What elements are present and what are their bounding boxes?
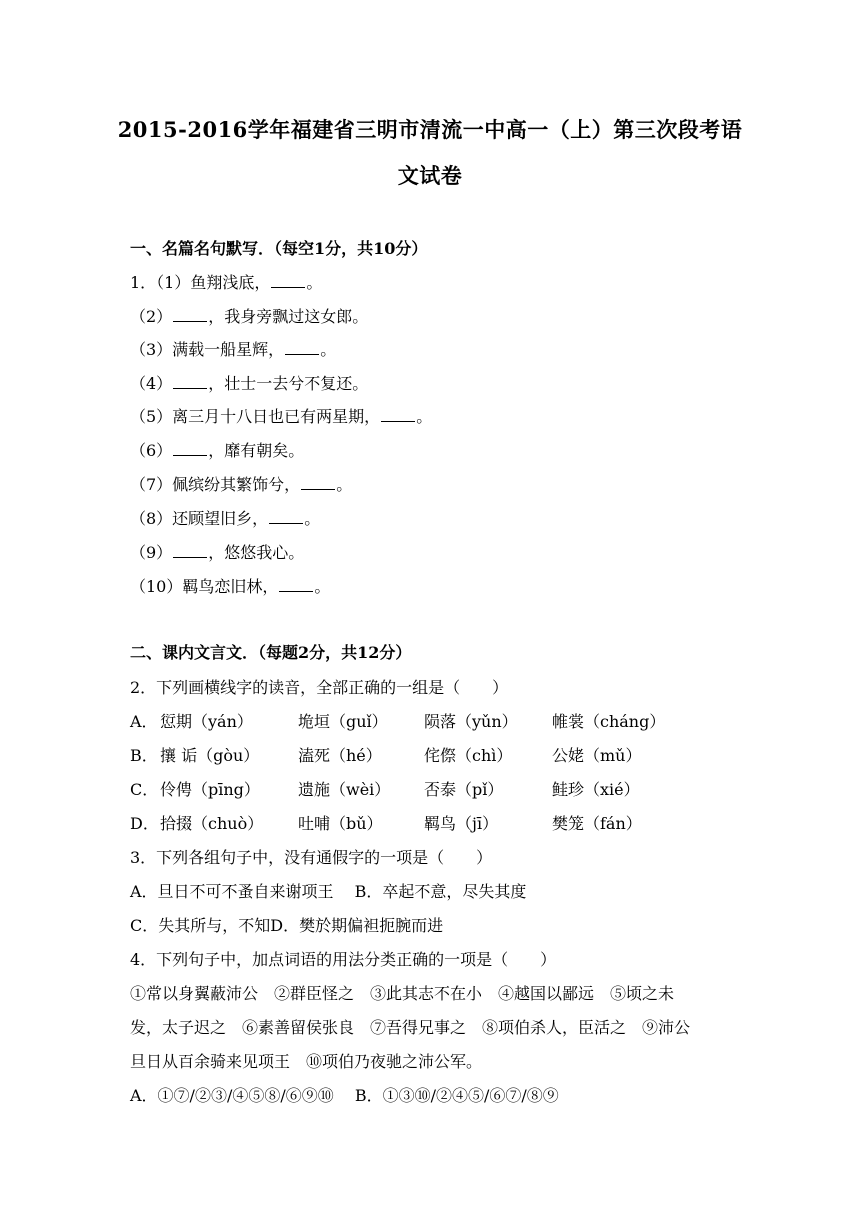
q1-item	[130, 574, 330, 597]
option-letter: D．	[130, 814, 159, 833]
q1-item	[130, 371, 368, 394]
answer-blank	[173, 543, 207, 558]
item-pre: （5）离三月十八日也已有两星期，	[130, 407, 381, 426]
q2-option-c	[130, 777, 640, 800]
q2-stem: 2．下列画横线字的读音，全部正确的一组是（ ）	[130, 678, 509, 697]
item-pre: （10）羁鸟恋旧林，	[130, 577, 279, 596]
q4-stem: 4．下列句子中，加点词语的用法分类正确的一项是（ ）	[130, 950, 557, 969]
item-pre: （2）	[130, 307, 173, 326]
item-post: 。	[304, 509, 321, 528]
option-term: 侘傺（chì）	[424, 746, 513, 765]
item-post: 。	[336, 475, 353, 494]
q1-item	[130, 337, 336, 360]
item-pre: （4）	[130, 374, 173, 393]
option-term: 伶俜（pīng）	[160, 780, 260, 799]
item-pre: （7）佩缤纷其繁饰兮，	[130, 475, 301, 494]
option-term: 垝垣（guǐ）	[298, 712, 388, 731]
q1-line	[130, 270, 322, 293]
q2-option-b	[130, 743, 641, 766]
q1-item	[130, 506, 320, 529]
item-pre: （9）	[130, 543, 173, 562]
item-post: 。	[314, 577, 331, 596]
q3-options-line1: A．旦日不可不蚤自来谢项王 B．卒起不意，尽失其度	[130, 882, 527, 901]
item-post: 。	[416, 407, 433, 426]
option-term: 羁鸟（jī）	[424, 814, 499, 833]
item-post: ，悠悠我心。	[208, 543, 305, 562]
q1-item	[130, 438, 304, 461]
q2-option-d	[130, 811, 642, 834]
document-title-line1: 2015-2016学年福建省三明市清流一中高一（上）第三次段考语	[117, 117, 743, 142]
option-term: 溘死（hé）	[298, 746, 382, 765]
answer-blank	[301, 475, 335, 490]
section2-heading: 二、课内文言文．（每题2分，共12分）	[130, 643, 412, 662]
q1-lead: 1．（1）鱼翔浅底，	[130, 273, 271, 292]
q4-options: A．①⑦/②③/④⑤⑧/⑥⑨⑩ B．①③⑩/②④⑤/⑥⑦/⑧⑨	[130, 1086, 559, 1105]
q4-sentences-line1: ①常以身翼蔽沛公 ②群臣怪之 ③此其志不在小 ④越国以鄙远 ⑤顷之未	[130, 984, 675, 1003]
q1-end: 。	[306, 273, 323, 292]
section1-heading: 一、名篇名句默写．（每空1分，共10分）	[130, 239, 428, 258]
item-post: ，壮士一去兮不复还。	[208, 374, 369, 393]
document-title-line2: 文试卷	[397, 163, 463, 188]
item-pre: （3）满载一船星辉，	[130, 340, 285, 359]
item-post: ，靡有朝矣。	[208, 441, 305, 460]
option-term: 拾掇（chuò）	[160, 814, 264, 833]
q4-sentences-line3: 旦日从百余骑来见项王 ⑩项伯乃夜驰之沛公军。	[130, 1052, 483, 1071]
answer-blank	[269, 509, 303, 524]
q3-stem: 3．下列各组句子中，没有通假字的一项是（ ）	[130, 848, 493, 867]
option-term: 遗施（wèi）	[298, 780, 391, 799]
answer-blank	[173, 441, 207, 456]
option-letter: B．	[130, 746, 158, 765]
option-term: 吐哺（bǔ）	[298, 814, 383, 833]
answer-blank	[285, 340, 319, 355]
answer-blank	[271, 273, 305, 288]
option-term: 帷裳（cháng）	[552, 712, 666, 731]
q1-item	[130, 304, 368, 327]
answer-blank	[279, 577, 313, 592]
answer-blank	[381, 407, 415, 422]
answer-blank	[173, 307, 207, 322]
item-post: ，我身旁飘过这女郎。	[208, 307, 369, 326]
option-term: 公姥（mǔ）	[552, 746, 642, 765]
option-letter: C．	[130, 780, 159, 799]
item-pre: （6）	[130, 441, 173, 460]
option-term: 鲑珍（xié）	[552, 780, 640, 799]
option-letter: A．	[130, 712, 158, 731]
option-term: 陨落（yǔn）	[424, 712, 518, 731]
option-term: 否泰（pǐ）	[424, 780, 504, 799]
answer-blank	[173, 374, 207, 389]
q1-item	[130, 540, 304, 563]
q1-item	[130, 404, 432, 427]
q1-item	[130, 472, 352, 495]
item-post: 。	[320, 340, 337, 359]
option-term: 樊笼（fán）	[552, 814, 642, 833]
q2-option-a	[130, 709, 665, 732]
option-term: 愆期（yán）	[160, 712, 253, 731]
q4-sentences-line2: 发，太子迟之 ⑥素善留侯张良 ⑦吾得兄事之 ⑧项伯杀人，臣活之 ⑨沛公	[130, 1018, 691, 1037]
q3-options-line2: C．失其所与，不知D．樊於期偏袒扼腕而进	[130, 916, 444, 935]
option-term: 攘 诟（gòu）	[160, 746, 260, 765]
item-pre: （8）还顾望旧乡，	[130, 509, 269, 528]
